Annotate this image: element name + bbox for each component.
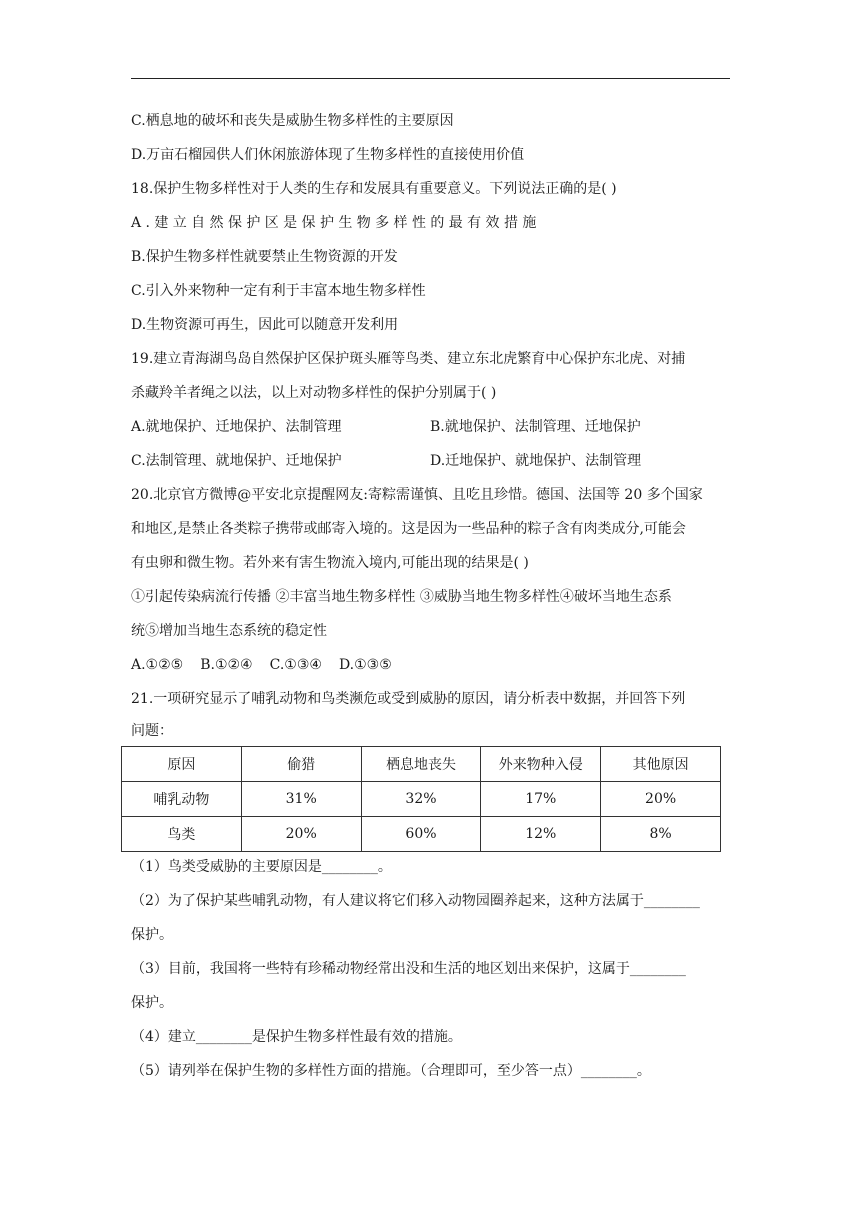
table-cell: 12% [481, 817, 601, 852]
table-header-cell: 其他原因 [601, 747, 721, 782]
q21-sub-2-line-2: 保护。 [131, 927, 173, 943]
table-cell: 31% [241, 782, 361, 817]
q21-stem-line-2: 问题： [131, 723, 173, 739]
q21-sub-1: （1）鸟类受威胁的主要原因是________。 [131, 859, 392, 875]
q20-option-a: A.①②⑤ [131, 657, 184, 673]
q19-option-d: D.迁地保护、就地保护、法制管理 [430, 453, 642, 469]
q21-sub-3-line-1: （3）目前，我国将一些特有珍稀动物经常出没和生活的地区划出来保护，这属于________ [131, 961, 686, 977]
table-cell: 鸟类 [122, 817, 242, 852]
q21-stem-line-1: 21.一项研究显示了哺乳动物和鸟类濒危或受到威胁的原因，请分析表中数据，并回答下列 [131, 691, 686, 707]
q19-stem-line-1: 19.建立青海湖鸟岛自然保护区保护斑头雁等鸟类、建立东北虎繁育中心保护东北虎、对捕 [131, 351, 686, 367]
q17-option-c: C.栖息地的破坏和丧失是威胁生物多样性的主要原因 [131, 113, 454, 129]
q19-option-a: A.就地保护、迁地保护、法制管理 [131, 419, 342, 435]
q19-option-c: C.法制管理、就地保护、迁地保护 [131, 453, 342, 469]
q18-option-b: B.保护生物多样性就要禁止生物资源的开发 [131, 249, 398, 265]
q20-option-b: B.①②④ [200, 657, 253, 673]
q21-sub-2-line-1: （2）为了保护某些哺乳动物，有人建议将它们移入动物园圈养起来，这种方法属于________ [131, 893, 700, 909]
table-cell: 8% [601, 817, 721, 852]
table-cell: 32% [361, 782, 481, 817]
table-header-cell: 偷猎 [241, 747, 361, 782]
table-cell: 哺乳动物 [122, 782, 242, 817]
q18-option-c: C.引入外来物种一定有利于丰富本地生物多样性 [131, 283, 426, 299]
q20-stem-line-1: 20.北京官方微博@平安北京提醒网友:寄粽需谨慎、且吃且珍惜。德国、法国等 20 多个国家 [131, 487, 703, 503]
q21-sub-4: （4）建立________是保护生物多样性最有效的措施。 [131, 1029, 462, 1045]
table-row [122, 782, 721, 817]
q21-sub-5: （5）请列举在保护生物的多样性方面的措施。（合理即可，至少答一点）________。 [131, 1063, 651, 1079]
table-cell: 20% [601, 782, 721, 817]
threat-data-table [121, 746, 721, 852]
q18-option-d: D.生物资源可再生，因此可以随意开发利用 [131, 317, 399, 333]
q20-options [131, 656, 392, 674]
table-cell: 17% [481, 782, 601, 817]
table-header-cell: 原因 [122, 747, 242, 782]
q20-stem-line-3: 有虫卵和微生物。若外来有害生物流入境内,可能出现的结果是( ) [131, 555, 529, 571]
q21-sub-3-line-2: 保护。 [131, 995, 173, 1011]
table-row [122, 817, 721, 852]
q20-option-d: D.①③⑤ [338, 657, 392, 673]
q20-items-line-2: 统⑤增加当地生态系统的稳定性 [131, 623, 327, 639]
table-cell: 60% [361, 817, 481, 852]
header-rule [131, 78, 730, 79]
q20-option-c: C.①③④ [269, 657, 322, 673]
q19-option-b: B.就地保护、法制管理、迁地保护 [430, 419, 641, 435]
table-header-cell: 栖息地丧失 [361, 747, 481, 782]
table-cell: 20% [241, 817, 361, 852]
q18-stem: 18.保护生物多样性对于人类的生存和发展具有重要意义。下列说法正确的是( ) [131, 181, 617, 197]
table-header-cell: 外来物种入侵 [481, 747, 601, 782]
q19-stem-line-2: 杀藏羚羊者绳之以法，以上对动物多样性的保护分别属于( ) [131, 385, 497, 401]
q18-option-a: A.建立自然保护区是保护生物多样性的最有效措施 [131, 215, 541, 231]
q17-option-d: D.万亩石榴园供人们休闲旅游体现了生物多样性的直接使用价值 [131, 147, 525, 163]
q20-items-line-1: ①引起传染病流行传播 ②丰富当地生物多样性 ③威胁当地生物多样性④破坏当地生态系 [131, 589, 672, 605]
q20-stem-line-2: 和地区,是禁止各类粽子携带或邮寄入境的。这是因为一些品种的粽子含有肉类成分,可能会 [131, 521, 686, 537]
table-header-row [122, 747, 721, 782]
